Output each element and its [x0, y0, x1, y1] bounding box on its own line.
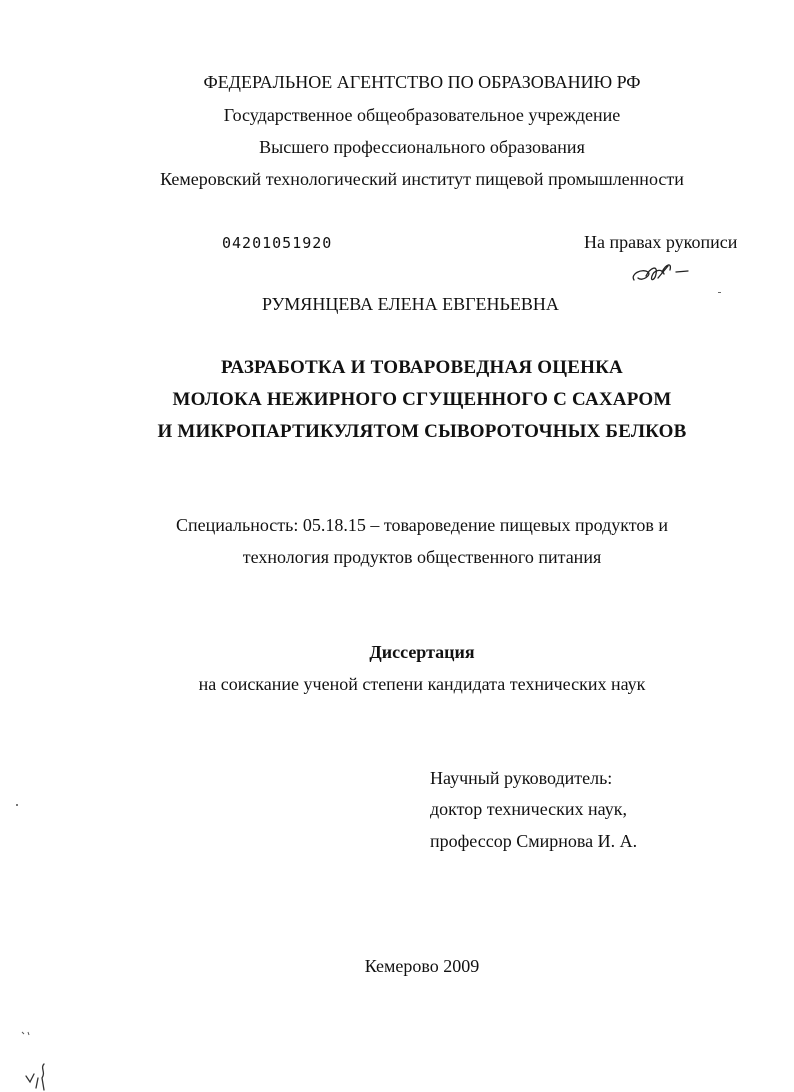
supervisor-label: Научный руководитель:: [430, 768, 613, 788]
degree-purpose: на соискание ученой степени кандидата технических наук: [198, 674, 646, 694]
education-level: Высшего профессионального образования: [259, 137, 585, 157]
institution-type: Государственное общеобразовательное учреждение: [223, 105, 621, 125]
thesis-title-line-3: И МИКРОПАРТИКУЛЯТОМ СЫВОРОТОЧНЫХ БЕЛКОВ: [157, 421, 687, 442]
handwritten-signature: [628, 254, 698, 290]
agency-heading: ФЕДЕРАЛЬНОЕ АГЕНТСТВО ПО ОБРАЗОВАНИЮ РФ: [203, 72, 641, 92]
thesis-title-line-2: МОЛОКА НЕЖИРНОГО СГУЩЕННОГО С САХАРОМ: [172, 389, 672, 410]
institute-name: Кемеровский технологический институт пищевой промышленности: [160, 169, 684, 189]
author-name: РУМЯНЦЕВА ЕЛЕНА ЕВГЕНЬЕВНА: [262, 294, 559, 314]
registration-number: 04201051920: [222, 234, 333, 252]
scan-edge-marks: [20, 1028, 60, 1092]
city-year: Кемерово 2009: [364, 956, 480, 976]
document-type: Диссертация: [369, 642, 475, 662]
manuscript-note: На правах рукописи: [584, 232, 738, 252]
scan-speck: [16, 804, 18, 806]
specialty-line-1: Специальность: 05.18.15 – товароведение пищевых продуктов и: [175, 515, 669, 535]
scan-speck: [718, 292, 721, 293]
supervisor-name: профессор Смирнова И. А.: [430, 831, 638, 851]
specialty-line-2: технология продуктов общественного питания: [242, 547, 602, 567]
thesis-title-line-1: РАЗРАБОТКА И ТОВАРОВЕДНАЯ ОЦЕНКА: [221, 357, 623, 378]
supervisor-degree: доктор технических наук,: [430, 799, 627, 819]
